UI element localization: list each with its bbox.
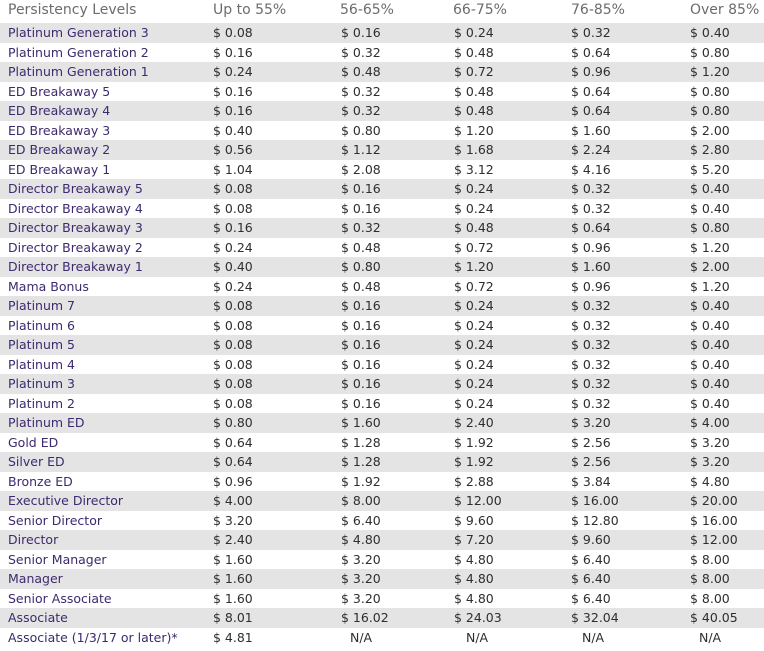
table-row	[0, 238, 764, 258]
rate-cell-56-65: $ 0.32	[341, 103, 381, 118]
rate-cell-56-65: $ 0.16	[341, 376, 381, 391]
level-name-cell: ED Breakaway 4	[8, 103, 111, 118]
rate-cell-over-85: $ 0.40	[690, 395, 730, 411]
rate-cell-56-65: $ 3.20	[341, 571, 381, 586]
rate-cell-up-to-55: $ 0.40	[213, 259, 253, 274]
table-row	[0, 530, 764, 550]
level-name-cell: Silver ED	[8, 454, 65, 469]
rate-cell-up-to-55: $ 0.64	[213, 434, 253, 450]
rate-cell-up-to-55: $ 4.81	[213, 629, 253, 645]
rate-cell-76-85: N/A	[582, 629, 605, 645]
table-row	[0, 550, 764, 570]
table-row	[0, 452, 764, 472]
rate-cell-76-85: $ 12.80	[571, 512, 619, 528]
rate-cell-66-75: $ 0.24	[454, 395, 494, 411]
level-name-cell: Senior Manager	[8, 551, 107, 567]
rate-cell-over-85: $ 0.80	[690, 103, 730, 118]
rate-cell-66-75: $ 0.24	[454, 337, 494, 352]
rate-cell-76-85: $ 6.40	[571, 571, 611, 586]
level-name-cell: Platinum 7	[8, 298, 75, 313]
rate-cell-over-85: $ 0.40	[690, 337, 730, 352]
table-row	[0, 62, 764, 82]
rate-cell-76-85: $ 0.64	[571, 83, 611, 99]
rate-cell-up-to-55: $ 3.20	[213, 512, 253, 528]
rate-cell-over-85: $ 4.80	[690, 473, 730, 489]
rate-cell-up-to-55: $ 1.60	[213, 590, 253, 606]
level-name-cell: Director Breakaway 2	[8, 239, 143, 255]
rate-cell-66-75: $ 7.20	[454, 532, 494, 547]
rate-cell-over-85: N/A	[699, 629, 722, 645]
level-name-cell: Senior Associate	[8, 590, 112, 606]
rate-cell-56-65: $ 0.48	[341, 278, 381, 294]
rate-cell-56-65: $ 0.16	[341, 337, 381, 352]
rate-cell-up-to-55: $ 0.56	[213, 142, 253, 157]
rate-cell-over-85: $ 4.00	[690, 415, 730, 430]
rate-cell-over-85: $ 0.40	[690, 376, 730, 391]
rate-cell-56-65: $ 6.40	[341, 512, 381, 528]
rate-cell-76-85: $ 2.56	[571, 454, 611, 469]
rate-cell-56-65: $ 0.16	[341, 181, 381, 196]
rate-cell-up-to-55: $ 0.08	[213, 317, 253, 333]
rate-cell-up-to-55: $ 0.08	[213, 395, 253, 411]
rate-cell-56-65: $ 0.32	[341, 220, 381, 235]
rate-cell-66-75: $ 0.24	[454, 181, 494, 196]
rate-cell-over-85: $ 1.20	[690, 239, 730, 255]
rate-cell-up-to-55: $ 0.24	[213, 278, 253, 294]
rate-cell-76-85: $ 0.64	[571, 220, 611, 235]
rate-cell-over-85: $ 3.20	[690, 434, 730, 450]
rate-cell-66-75: $ 9.60	[454, 512, 494, 528]
level-name-cell: Executive Director	[8, 493, 124, 508]
table-row	[0, 296, 764, 316]
rate-cell-up-to-55: $ 0.96	[213, 473, 253, 489]
rate-cell-76-85: $ 0.96	[571, 64, 611, 79]
rate-cell-up-to-55: $ 0.08	[213, 376, 253, 391]
rate-cell-56-65: $ 0.48	[341, 239, 381, 255]
rate-cell-66-75: $ 0.72	[454, 278, 494, 294]
rate-cell-66-75: $ 0.72	[454, 64, 494, 79]
rate-cell-56-65: $ 8.00	[341, 493, 381, 508]
rate-cell-up-to-55: $ 0.24	[213, 64, 253, 79]
rate-cell-66-75: $ 0.24	[454, 317, 494, 333]
rate-cell-76-85: $ 4.16	[571, 161, 611, 177]
rate-cell-66-75: $ 0.72	[454, 239, 494, 255]
level-name-cell: Mama Bonus	[8, 278, 89, 294]
rate-cell-56-65: $ 0.16	[341, 356, 381, 372]
level-name-cell: Platinum 6	[8, 317, 75, 333]
rate-cell-56-65: $ 0.48	[341, 64, 381, 79]
table-row	[0, 511, 764, 531]
rate-cell-56-65: $ 0.16	[341, 395, 381, 411]
rate-cell-76-85: $ 16.00	[571, 493, 619, 508]
rate-cell-66-75: $ 1.68	[454, 142, 494, 157]
rate-cell-over-85: $ 5.20	[690, 161, 730, 177]
level-name-cell: ED Breakaway 3	[8, 122, 111, 138]
level-name-cell: Director Breakaway 5	[8, 181, 143, 196]
table-row	[0, 433, 764, 453]
table-row	[0, 23, 764, 43]
rate-cell-over-85: $ 16.00	[690, 512, 738, 528]
table-row	[0, 179, 764, 199]
rate-cell-76-85: $ 0.32	[571, 181, 611, 196]
rate-cell-over-85: $ 2.00	[690, 259, 730, 274]
rate-cell-over-85: $ 1.20	[690, 64, 730, 79]
rate-cell-56-65: $ 0.16	[341, 200, 381, 216]
rate-cell-66-75: N/A	[466, 629, 489, 645]
table-row	[0, 355, 764, 375]
rate-cell-up-to-55: $ 0.16	[213, 220, 253, 235]
rate-cell-66-75: $ 2.40	[454, 415, 494, 430]
rate-cell-56-65: $ 2.08	[341, 161, 381, 177]
rate-cell-76-85: $ 0.32	[571, 317, 611, 333]
rate-cell-up-to-55: $ 4.00	[213, 493, 253, 508]
rate-cell-66-75: $ 0.24	[454, 376, 494, 391]
rate-cell-76-85: $ 3.84	[571, 473, 611, 489]
rate-cell-over-85: $ 0.40	[690, 200, 730, 216]
level-name-cell: Director Breakaway 1	[8, 259, 143, 274]
rate-cell-66-75: $ 0.24	[454, 25, 494, 40]
rate-cell-up-to-55: $ 2.40	[213, 532, 253, 547]
rate-cell-66-75: $ 12.00	[454, 493, 502, 508]
rate-cell-over-85: $ 8.00	[690, 551, 730, 567]
level-name-cell: Gold ED	[8, 434, 59, 450]
table-row	[0, 569, 764, 589]
level-name-cell: Associate	[8, 610, 68, 625]
rate-cell-66-75: $ 4.80	[454, 571, 494, 586]
table-row	[0, 491, 764, 511]
rate-cell-56-65: $ 0.80	[341, 259, 381, 274]
rate-cell-56-65: $ 1.60	[341, 415, 381, 430]
rate-cell-over-85: $ 8.00	[690, 571, 730, 586]
rate-cell-66-75: $ 1.20	[454, 259, 494, 274]
rate-cell-66-75: $ 0.48	[454, 220, 494, 235]
rate-cell-66-75: $ 0.48	[454, 103, 494, 118]
rate-cell-up-to-55: $ 1.60	[213, 571, 253, 586]
table-row	[0, 277, 764, 297]
level-name-cell: Bronze ED	[8, 473, 73, 489]
rate-cell-56-65: $ 0.16	[341, 298, 381, 313]
rate-cell-66-75: $ 1.92	[454, 454, 494, 469]
rate-cell-over-85: $ 0.80	[690, 83, 730, 99]
rate-cell-76-85: $ 3.20	[571, 415, 611, 430]
rate-cell-66-75: $ 1.92	[454, 434, 494, 450]
rate-cell-76-85: $ 0.64	[571, 103, 611, 118]
rate-cell-over-85: $ 20.00	[690, 493, 738, 508]
table-row	[0, 140, 764, 160]
table-row	[0, 199, 764, 219]
rate-cell-up-to-55: $ 0.08	[213, 356, 253, 372]
rate-cell-56-65: $ 1.12	[341, 142, 381, 157]
rate-cell-66-75: $ 0.24	[454, 298, 494, 313]
level-name-cell: Platinum 5	[8, 337, 75, 352]
rate-cell-56-65: $ 3.20	[341, 551, 381, 567]
level-name-cell: Platinum Generation 1	[8, 64, 149, 79]
rate-cell-56-65: $ 3.20	[341, 590, 381, 606]
rate-cell-56-65: $ 0.16	[341, 25, 381, 40]
rate-cell-up-to-55: $ 0.08	[213, 181, 253, 196]
rate-cell-66-75: $ 2.88	[454, 473, 494, 489]
rate-cell-66-75: $ 1.20	[454, 122, 494, 138]
rate-cell-up-to-55: $ 0.08	[213, 25, 253, 40]
rate-cell-over-85: $ 0.40	[690, 181, 730, 196]
rate-cell-56-65: $ 0.32	[341, 44, 381, 60]
column-header-76-85: 76-85%	[571, 2, 625, 18]
rate-cell-over-85: $ 0.40	[690, 317, 730, 333]
rate-cell-76-85: $ 2.56	[571, 434, 611, 450]
rate-cell-up-to-55: $ 0.08	[213, 337, 253, 352]
level-name-cell: Platinum 3	[8, 376, 75, 391]
rate-cell-over-85: $ 0.40	[690, 298, 730, 313]
rate-cell-over-85: $ 0.40	[690, 356, 730, 372]
rate-cell-56-65: $ 4.80	[341, 532, 381, 547]
rate-cell-over-85: $ 12.00	[690, 532, 738, 547]
rate-cell-76-85: $ 6.40	[571, 551, 611, 567]
level-name-cell: Platinum Generation 3	[8, 25, 149, 40]
table-row	[0, 472, 764, 492]
table-row	[0, 121, 764, 141]
rate-cell-66-75: $ 0.24	[454, 200, 494, 216]
table-row	[0, 394, 764, 414]
rate-cell-66-75: $ 4.80	[454, 590, 494, 606]
column-header-56-65: 56-65%	[340, 2, 394, 18]
level-name-cell: ED Breakaway 1	[8, 161, 111, 177]
rate-cell-56-65: N/A	[350, 629, 373, 645]
column-header-over-85: Over 85%	[690, 2, 760, 18]
rate-cell-over-85: $ 0.80	[690, 44, 730, 60]
level-name-cell: ED Breakaway 5	[8, 83, 111, 99]
level-name-cell: Associate (1/3/17 or later)*	[8, 629, 178, 645]
level-name-cell: Director Breakaway 4	[8, 200, 143, 216]
table-row	[0, 43, 764, 63]
table-row	[0, 82, 764, 102]
rate-cell-76-85: $ 1.60	[571, 259, 611, 274]
rate-cell-76-85: $ 2.24	[571, 142, 611, 157]
rate-cell-66-75: $ 4.80	[454, 551, 494, 567]
rate-cell-over-85: $ 2.00	[690, 122, 730, 138]
column-header-persistency-levels: Persistency Levels	[8, 2, 137, 18]
rate-cell-56-65: $ 1.28	[341, 454, 381, 469]
table-row	[0, 374, 764, 394]
rate-cell-66-75: $ 3.12	[454, 161, 494, 177]
rate-cell-up-to-55: $ 0.08	[213, 298, 253, 313]
table-row	[0, 413, 764, 433]
rate-cell-over-85: $ 2.80	[690, 142, 730, 157]
rate-cell-76-85: $ 0.32	[571, 298, 611, 313]
level-name-cell: Platinum 4	[8, 356, 75, 372]
rate-cell-up-to-55: $ 0.16	[213, 83, 253, 99]
level-name-cell: Director	[8, 532, 59, 547]
table-header	[0, 0, 764, 23]
rate-cell-76-85: $ 1.60	[571, 122, 611, 138]
rate-cell-up-to-55: $ 0.64	[213, 454, 253, 469]
rate-cell-56-65: $ 0.32	[341, 83, 381, 99]
rate-cell-over-85: $ 40.05	[690, 610, 738, 625]
rate-cell-up-to-55: $ 1.60	[213, 551, 253, 567]
level-name-cell: Platinum ED	[8, 415, 85, 430]
rate-cell-76-85: $ 9.60	[571, 532, 611, 547]
rate-cell-56-65: $ 0.80	[341, 122, 381, 138]
column-header-up-to-55: Up to 55%	[213, 2, 287, 18]
rate-cell-over-85: $ 8.00	[690, 590, 730, 606]
table-row	[0, 628, 764, 648]
rate-cell-over-85: $ 3.20	[690, 454, 730, 469]
level-name-cell: ED Breakaway 2	[8, 142, 111, 157]
rate-cell-76-85: $ 0.32	[571, 337, 611, 352]
rate-cell-over-85: $ 1.20	[690, 278, 730, 294]
rate-cell-up-to-55: $ 0.08	[213, 200, 253, 216]
table-row	[0, 335, 764, 355]
rate-cell-76-85: $ 6.40	[571, 590, 611, 606]
rate-cell-66-75: $ 0.48	[454, 44, 494, 60]
column-header-66-75: 66-75%	[453, 2, 507, 18]
rate-cell-up-to-55: $ 1.04	[213, 161, 253, 177]
rate-cell-up-to-55: $ 0.80	[213, 415, 253, 430]
rate-cell-76-85: $ 0.96	[571, 278, 611, 294]
rate-cell-56-65: $ 1.28	[341, 434, 381, 450]
rate-cell-up-to-55: $ 0.24	[213, 239, 253, 255]
rate-cell-up-to-55: $ 0.16	[213, 44, 253, 60]
table-row	[0, 218, 764, 238]
rate-cell-76-85: $ 0.64	[571, 44, 611, 60]
rate-cell-up-to-55: $ 0.16	[213, 103, 253, 118]
rate-cell-over-85: $ 0.40	[690, 25, 730, 40]
rate-cell-66-75: $ 0.24	[454, 356, 494, 372]
level-name-cell: Manager	[8, 571, 63, 586]
table-row	[0, 101, 764, 121]
rate-cell-56-65: $ 1.92	[341, 473, 381, 489]
rate-cell-76-85: $ 32.04	[571, 610, 619, 625]
rate-cell-76-85: $ 0.32	[571, 356, 611, 372]
rate-cell-76-85: $ 0.32	[571, 395, 611, 411]
rate-cell-66-75: $ 24.03	[454, 610, 502, 625]
rate-cell-up-to-55: $ 8.01	[213, 610, 253, 625]
rate-cell-over-85: $ 0.80	[690, 220, 730, 235]
rate-cell-up-to-55: $ 0.40	[213, 122, 253, 138]
table-row	[0, 589, 764, 609]
rate-cell-76-85: $ 0.32	[571, 376, 611, 391]
table-body	[0, 23, 764, 647]
rate-cell-66-75: $ 0.48	[454, 83, 494, 99]
table-row	[0, 316, 764, 336]
rate-cell-76-85: $ 0.32	[571, 200, 611, 216]
level-name-cell: Platinum 2	[8, 395, 75, 411]
table-row	[0, 608, 764, 628]
table-row	[0, 257, 764, 277]
level-name-cell: Platinum Generation 2	[8, 44, 149, 60]
rate-cell-76-85: $ 0.32	[571, 25, 611, 40]
rate-cell-56-65: $ 16.02	[341, 610, 389, 625]
level-name-cell: Director Breakaway 3	[8, 220, 143, 235]
rate-cell-56-65: $ 0.16	[341, 317, 381, 333]
rate-cell-76-85: $ 0.96	[571, 239, 611, 255]
level-name-cell: Senior Director	[8, 512, 102, 528]
table-row	[0, 160, 764, 180]
